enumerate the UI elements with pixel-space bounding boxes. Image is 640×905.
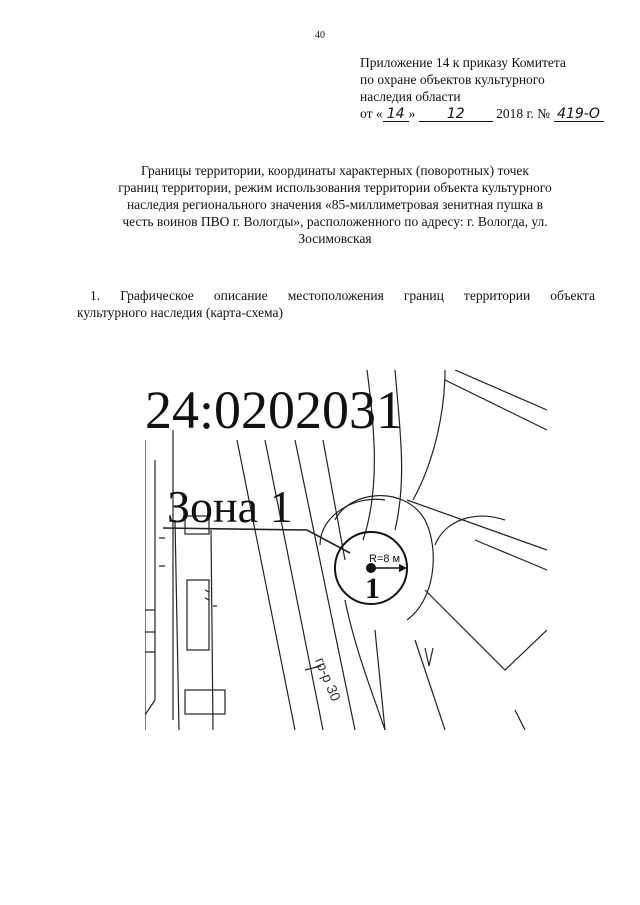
appendix-header (360, 54, 604, 122)
page-number: 40 (315, 30, 325, 41)
order-number-handwritten: 419-О (554, 107, 604, 122)
point-number-label: 1 (365, 572, 380, 605)
section-word: территории (463, 288, 531, 303)
zone-label: Зона 1 (167, 481, 293, 532)
section-word: описание (213, 288, 268, 303)
map-drawing (145, 370, 547, 730)
appendix-line-1: Приложение 14 к приказу Комитета (360, 55, 566, 70)
date-prefix: от « (360, 106, 383, 121)
section-line-1 (90, 287, 595, 304)
map-scheme (145, 370, 547, 730)
appendix-line-2: по охране объектов культурного (360, 72, 545, 87)
appendix-date-line (360, 105, 604, 122)
road-label: гр-р З0 (312, 655, 345, 704)
date-day-handwritten: 14 (383, 107, 409, 122)
section-heading (77, 287, 595, 321)
title-line-1: Границы территории, координаты характерных (поворотных) точек (141, 163, 529, 178)
cadastral-number: 24:0202031 (145, 380, 404, 440)
title-line-3: наследия регионального значения «85-миллиметровая зенитная пушка в (126, 197, 544, 212)
date-month-handwritten: 12 (419, 107, 493, 122)
radius-label: R=8 м (369, 553, 401, 565)
radius-arrowhead (399, 564, 407, 572)
title-line-2: границ территории, режим использования территории объекта культурного (118, 180, 552, 195)
section-line-2: культурного наследия (карта-схема) (77, 305, 283, 320)
section-word: границ (403, 288, 444, 303)
section-word: 1. (90, 288, 101, 303)
section-word: Графическое (120, 288, 194, 303)
document-title (70, 162, 600, 247)
appendix-line-3: наследия области (360, 89, 461, 104)
title-line-4: честь воинов ПВО г. Вологды», расположенного по адресу: г. Вологда, ул. (122, 214, 548, 229)
section-word: местоположения (287, 288, 384, 303)
date-year: 2018 г. № (496, 106, 551, 121)
title-line-5: Зосимовская (298, 231, 372, 246)
date-mid: » (408, 106, 419, 121)
section-word: объекта (550, 288, 595, 303)
